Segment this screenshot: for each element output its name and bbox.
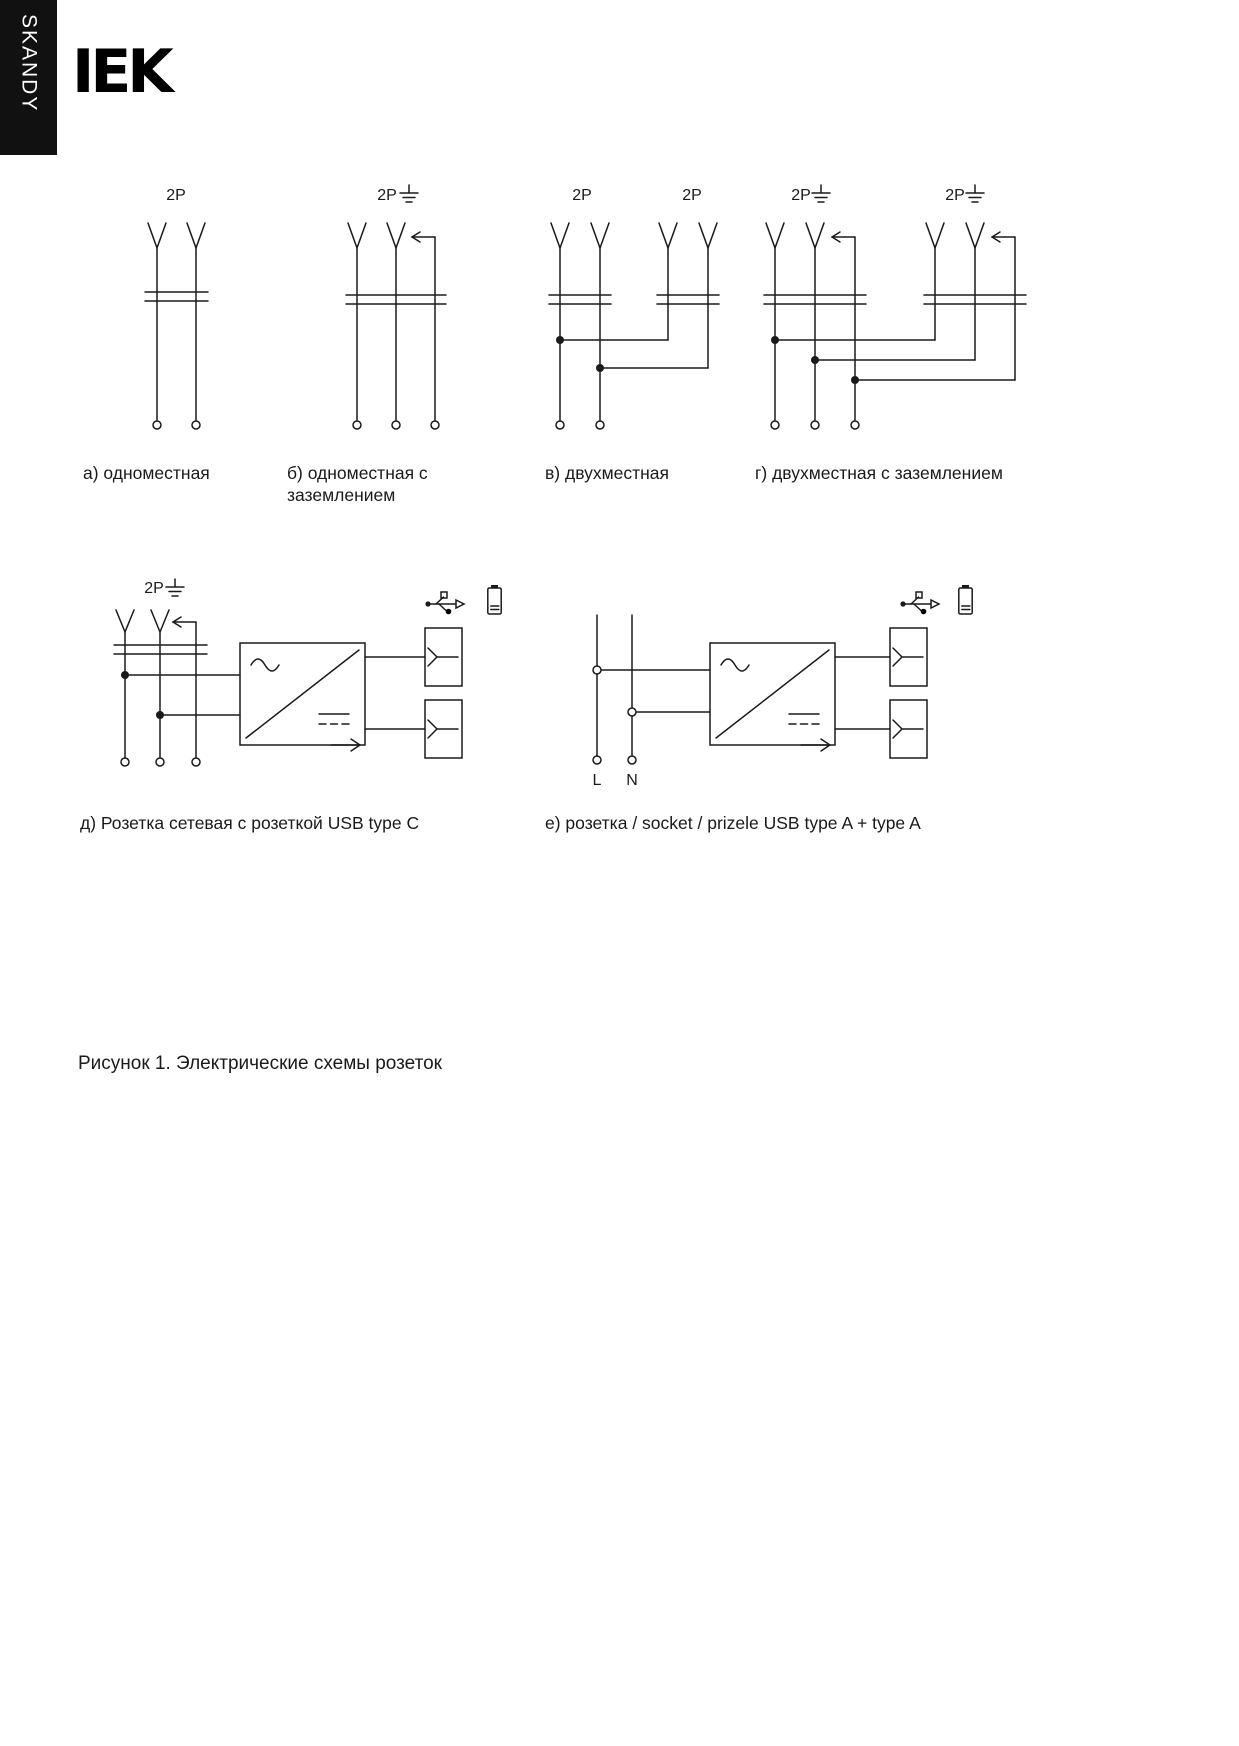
diagram-g-terminals <box>771 421 859 429</box>
diagram-d-junctions <box>121 671 164 719</box>
diagram-g-2p-label-left: 2P <box>791 187 811 204</box>
diagram-b-terminals <box>353 421 439 429</box>
diagram-v-junctions <box>556 336 604 372</box>
ground-icon <box>966 185 984 202</box>
diagram-g-wiring <box>764 223 1026 420</box>
diagram-v-terminals <box>556 421 604 429</box>
brand-name: SKANDY <box>17 14 41 113</box>
caption-a: а) одноместная <box>83 463 210 483</box>
acdc-converter <box>710 643 835 751</box>
diagram-b-wiring <box>346 223 446 420</box>
ground-icon <box>166 579 184 596</box>
ground-icon <box>400 185 418 202</box>
ac-sine-icon <box>251 659 279 671</box>
diagram-b-2p-label: 2P <box>377 187 397 204</box>
usb-icon <box>900 592 939 614</box>
caption-b-line2: заземлением <box>287 485 396 505</box>
terminal-label-l: L <box>592 772 602 789</box>
ground-icon <box>812 185 830 202</box>
acdc-converter <box>240 643 365 751</box>
diagram-v-2p-label-right: 2P <box>682 187 702 204</box>
caption-b-line1: б) одноместная с <box>287 463 428 483</box>
caption-d: д) Розетка сетевая с розеткой USB type C <box>80 813 420 833</box>
diagram-e-socket-usb-a <box>545 575 975 793</box>
usb-output-socket-top <box>890 628 927 686</box>
terminal-label-n: N <box>626 772 638 789</box>
diagram-e-wiring <box>597 615 890 756</box>
caption-g: г) двухместная с заземлением <box>755 463 1003 483</box>
battery-icon <box>959 585 972 614</box>
diagram-a-wiring <box>145 223 208 420</box>
ac-sine-icon <box>721 659 749 671</box>
diagram-g-double-socket-earthed <box>755 180 1045 450</box>
usb-output-socket-bottom <box>890 700 927 758</box>
diagram-a-single-socket <box>120 180 240 450</box>
caption-e: е) розетка / socket / prizele USB type A + type A <box>545 813 921 833</box>
usb-icon <box>425 592 464 614</box>
diagram-e-terminals <box>593 756 636 764</box>
diagram-v-double-socket <box>540 180 730 450</box>
diagram-b-single-socket-earthed <box>330 180 465 450</box>
diagram-a-terminals <box>153 421 200 429</box>
diagram-v-2p-label-left: 2P <box>572 187 592 204</box>
brand-sidebar <box>0 0 57 155</box>
usb-output-socket-bottom <box>425 700 462 758</box>
caption-v: в) двухместная <box>545 463 670 483</box>
diagram-d-terminals <box>121 758 200 766</box>
usb-output-socket-top <box>425 628 462 686</box>
diagram-v-wiring <box>549 223 719 420</box>
figure-caption: Рисунок 1. Электрические схемы розеток <box>78 1053 442 1074</box>
diagram-d-socket-usb-c <box>95 575 515 780</box>
diagram-d-2p-label: 2P <box>144 580 164 597</box>
battery-icon <box>488 585 501 614</box>
diagram-d-wiring <box>114 610 425 758</box>
diagram-g-2p-label-right: 2P <box>945 187 965 204</box>
diagram-e-junctions <box>593 666 636 716</box>
iek-logo: IEK <box>72 37 170 107</box>
diagram-a-2p-label: 2P <box>166 187 186 204</box>
